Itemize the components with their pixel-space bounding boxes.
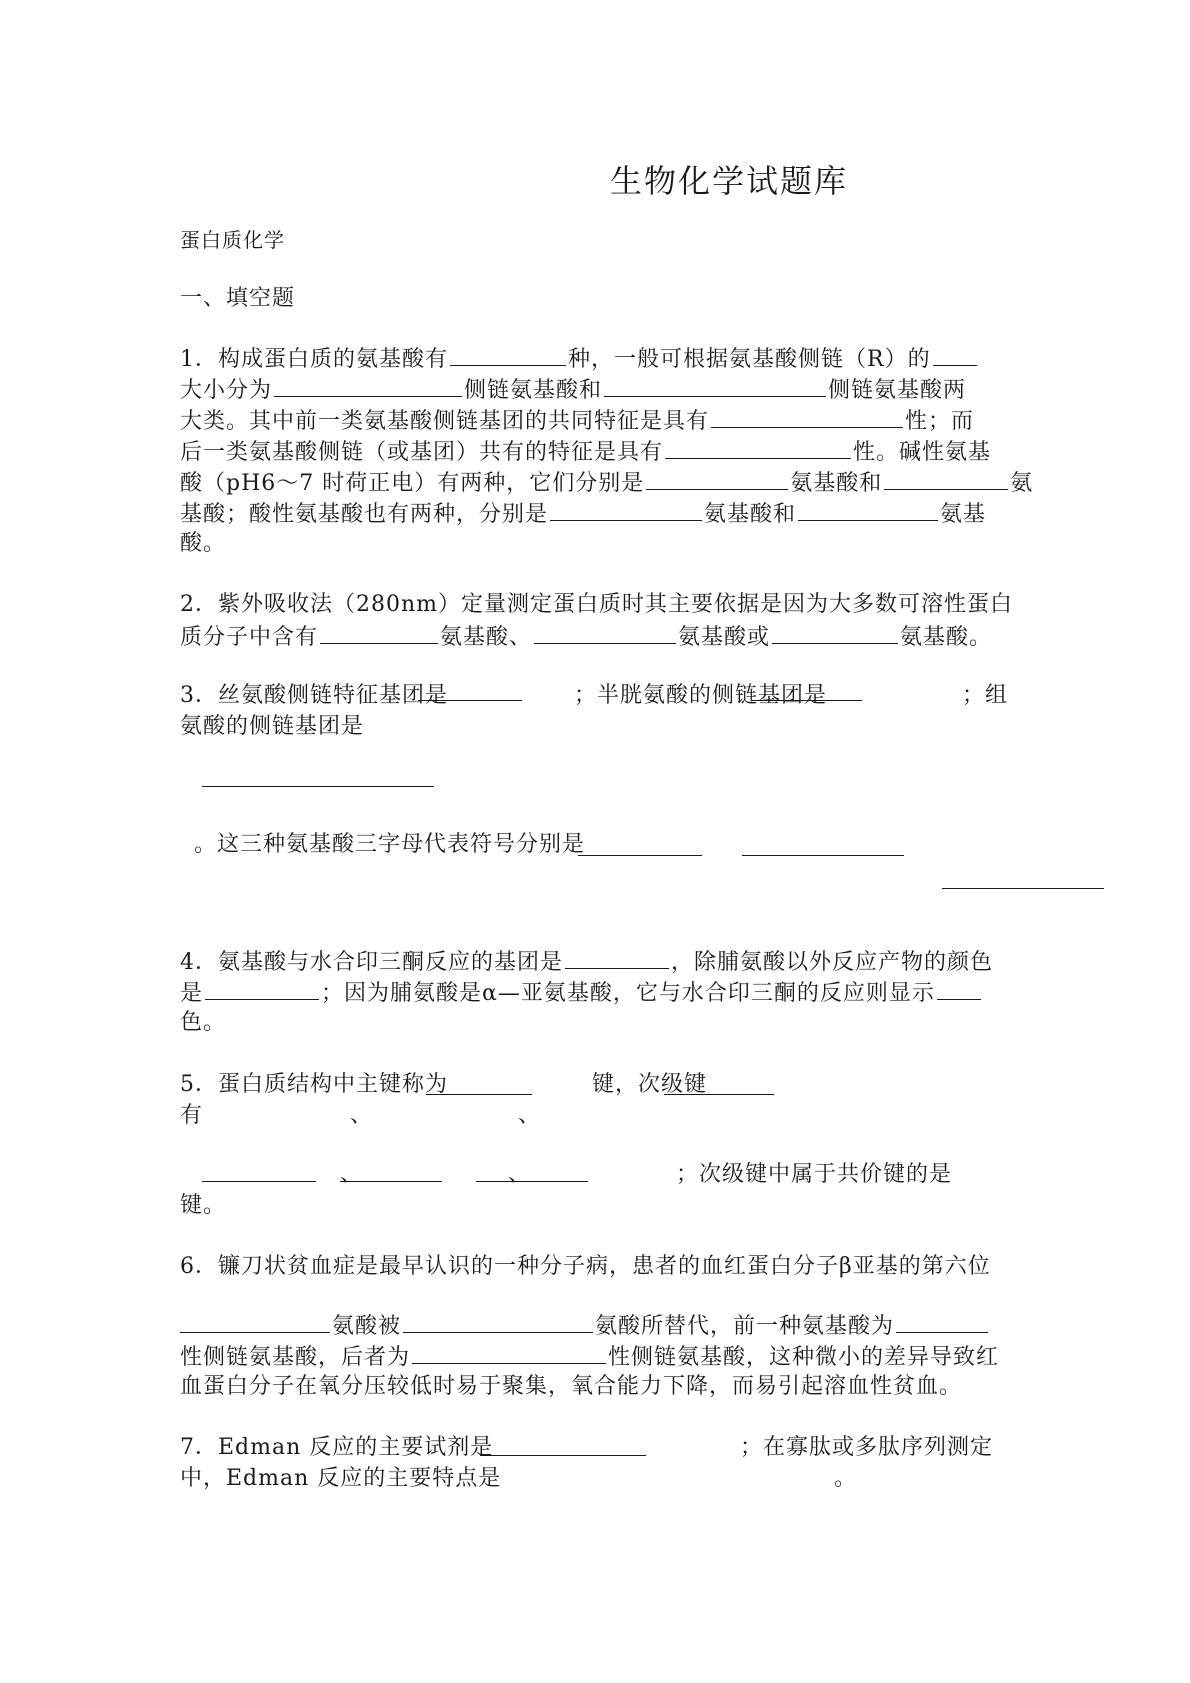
question-line: 中，Edman 反应的主要特点是 (180, 1466, 502, 1491)
answer-blank (565, 946, 669, 969)
question-line: 氨酸被 氨酸所替代，前一种氨基酸为 (180, 1310, 990, 1342)
answer-blank (202, 786, 434, 787)
question-line: 基酸；酸性氨基酸也有两种，分别是 氨基酸和 氨基 (180, 498, 986, 530)
question-line: 。 (834, 1466, 858, 1491)
answer-blank (320, 621, 438, 644)
question-line: 色。 (180, 1010, 227, 1035)
question-line: 1．构成蛋白质的氨基酸有 种，一般可根据氨基酸侧链（R）的 (180, 343, 979, 375)
question-line: 后一类氨基酸侧链（或基团）共有的特征是具有 性。碱性氨基 (180, 436, 991, 468)
answer-blank (480, 1455, 646, 1456)
answer-blank (180, 1310, 330, 1333)
answer-blank (202, 1181, 316, 1182)
answer-blank (772, 621, 898, 644)
question-line: 氨酸的侧链基团是 (180, 714, 365, 739)
question-line: 6．镰刀状贫血症是最早认识的一种分子病，患者的血红蛋白分子β亚基的第六位 (180, 1254, 991, 1279)
section-heading: 蛋白质化学 (180, 228, 285, 252)
answer-blank (884, 467, 1008, 490)
answer-blank (798, 498, 938, 521)
answer-blank (664, 1094, 774, 1095)
answer-blank (646, 467, 788, 490)
answer-blank (412, 1341, 606, 1364)
answer-blank (403, 1310, 593, 1333)
question-line: ；次级键中属于共价键的是 (676, 1162, 953, 1187)
question-line: 酸。 (180, 531, 227, 556)
answer-blank (476, 1181, 588, 1182)
answer-blank (450, 343, 566, 366)
question-line: 、 (340, 1162, 364, 1187)
question-line: 3．丝氨酸侧链特征基团是 (180, 683, 448, 708)
answer-blank (752, 700, 862, 701)
answer-blank (665, 436, 851, 459)
answer-blank (578, 855, 702, 856)
answer-blank (604, 374, 826, 397)
question-line: 大小分为 侧链氨基酸和 侧链氨基酸两 (180, 374, 966, 406)
question-line: 。这三种氨基酸三字母代表符号分别是 (194, 832, 586, 857)
answer-blank (426, 1094, 532, 1095)
question-line: 有 (180, 1103, 204, 1128)
question-line: 性侧链氨基酸，后者为 性侧链氨基酸，这种微小的差异导致红 (180, 1341, 999, 1373)
part-heading: 一、填空题 (180, 286, 296, 311)
question-line: 2．紫外吸收法（280nm）定量测定蛋白质时其主要依据是因为大多数可溶性蛋白 (180, 592, 1014, 617)
question-line: 4．氨基酸与水合印三酮反应的基团是 ，除脯氨酸以外反应产物的颜色 (180, 946, 993, 978)
question-line: 、 (350, 1103, 374, 1128)
answer-blank (742, 855, 904, 856)
answer-blank (933, 343, 977, 366)
question-line: 键。 (180, 1193, 227, 1218)
question-line: 、 (508, 1162, 532, 1187)
question-line: 大类。其中前一类氨基酸侧链基团的共同特征是具有 性；而 (180, 405, 974, 437)
question-line: 是 ；因为脯氨酸是α—亚氨基酸，它与水合印三酮的反应则显示 (180, 977, 983, 1009)
question-line: 7．Edman 反应的主要试剂是 (180, 1435, 494, 1460)
answer-blank (418, 700, 522, 701)
question-line: 、 (518, 1103, 542, 1128)
question-line: 酸（pH6～7 时荷正电）有两种，它们分别是 氨基酸和 氨 (180, 467, 1033, 499)
question-line: 血蛋白分子在氧分压较低时易于聚集，氧合能力下降，而易引起溶血性贫血。 (180, 1374, 963, 1399)
answer-blank (340, 1181, 442, 1182)
answer-blank (711, 405, 903, 428)
question-line: 键，次级键 (592, 1072, 708, 1097)
question-line: ；在寡肽或多肽序列测定 (740, 1435, 994, 1460)
answer-blank (274, 374, 462, 397)
question-line: ；半胱氨酸的侧链基团是 (574, 683, 828, 708)
question-line: 质分子中含有 氨基酸、 氨基酸或 氨基酸。 (180, 621, 992, 653)
answer-blank (942, 888, 1104, 889)
answer-blank (550, 498, 702, 521)
question-line: ；组 (962, 683, 1009, 708)
answer-blank (534, 621, 676, 644)
answer-blank (205, 977, 319, 1000)
answer-blank (937, 977, 981, 1000)
document-title: 生物化学试题库 (610, 162, 849, 200)
answer-blank (896, 1310, 988, 1333)
question-line: 5．蛋白质结构中主键称为 (180, 1072, 448, 1097)
